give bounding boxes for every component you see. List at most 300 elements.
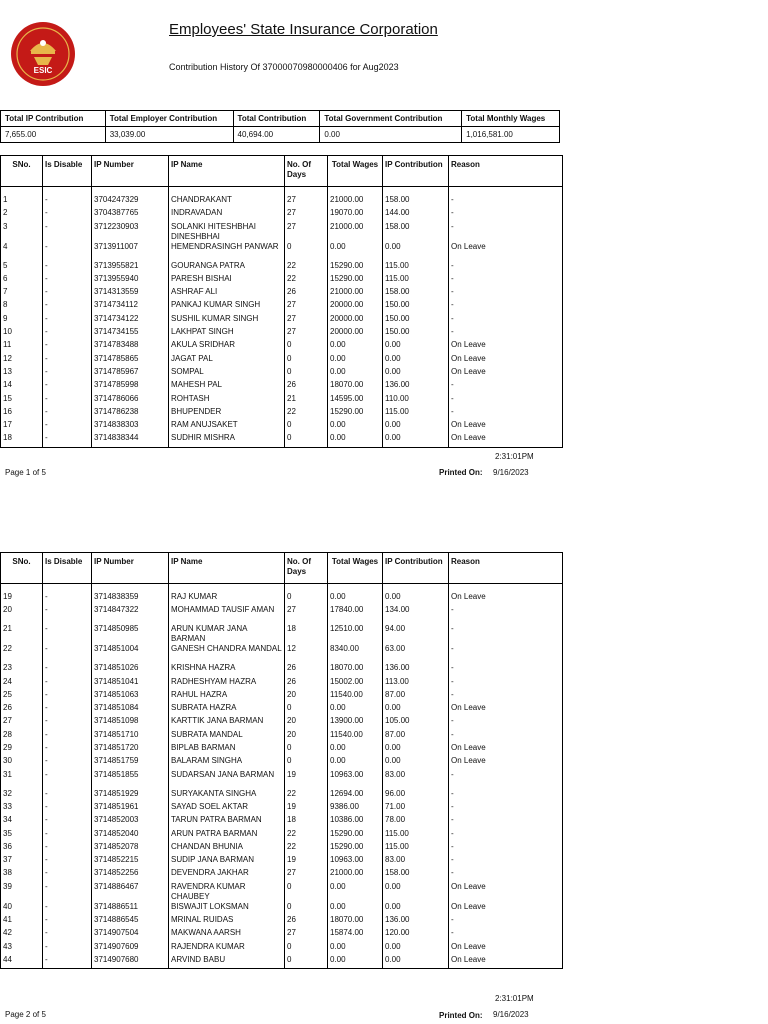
spacer-cell: [449, 584, 563, 593]
cell-ip-name: RADHESHYAM HAZRA: [169, 677, 285, 690]
cell-sno: 40: [1, 902, 43, 915]
cell-reason: On Leave: [449, 942, 563, 955]
table-row: [1, 394, 563, 407]
table-row: [1, 915, 563, 928]
summary-table: [0, 110, 560, 143]
cell-wages: 0.00: [328, 433, 383, 447]
cell-wages: 0.00: [328, 902, 383, 915]
cell-reason: On Leave: [449, 703, 563, 716]
column-header: Is Disable: [43, 156, 92, 187]
cell-ip-number: 3714851961: [92, 802, 169, 815]
summary-value-cell: 0.00: [320, 127, 462, 143]
cell-days: 20: [285, 716, 328, 729]
cell-ip-contribution: 0.00: [383, 420, 449, 433]
cell-reason: -: [449, 677, 563, 690]
cell-is-disable: -: [43, 842, 92, 855]
cell-days: 27: [285, 195, 328, 208]
cell-days: 26: [285, 287, 328, 300]
cell-ip-name: PARESH BISHAI: [169, 274, 285, 287]
cell-sno: 5: [1, 261, 43, 274]
cell-ip-number: 3714851098: [92, 716, 169, 729]
cell-days: 26: [285, 663, 328, 676]
cell-reason: -: [449, 690, 563, 703]
cell-is-disable: -: [43, 743, 92, 756]
table-row: [1, 274, 563, 287]
cell-ip-name: ARUN PATRA BARMAN: [169, 829, 285, 842]
cell-ip-name: SAYAD SOEL AKTAR: [169, 802, 285, 815]
cell-ip-number: 3714785967: [92, 367, 169, 380]
cell-reason: -: [449, 915, 563, 928]
printed-on-date: 9/16/2023: [493, 1010, 529, 1019]
cell-ip-name: HEMENDRASINGH PANWAR: [169, 242, 285, 261]
printed-on-label: Printed On:: [439, 468, 483, 477]
cell-wages: 18070.00: [328, 915, 383, 928]
cell-sno: 19: [1, 592, 43, 605]
cell-sno: 16: [1, 407, 43, 420]
cell-ip-name: MOHAMMAD TAUSIF AMAN: [169, 605, 285, 624]
cell-wages: 18070.00: [328, 663, 383, 676]
cell-reason: -: [449, 300, 563, 313]
cell-wages: 10963.00: [328, 855, 383, 868]
cell-ip-number: 3714852215: [92, 855, 169, 868]
cell-sno: 17: [1, 420, 43, 433]
cell-is-disable: -: [43, 433, 92, 447]
table-row: [1, 605, 563, 624]
cell-is-disable: -: [43, 222, 92, 242]
cell-ip-number: 3714734155: [92, 327, 169, 340]
cell-reason: On Leave: [449, 354, 563, 367]
cell-days: 19: [285, 802, 328, 815]
cell-is-disable: -: [43, 195, 92, 208]
cell-sno: 18: [1, 433, 43, 447]
cell-ip-name: ROHTASH: [169, 394, 285, 407]
cell-sno: 23: [1, 663, 43, 676]
cell-wages: 21000.00: [328, 287, 383, 300]
cell-reason: -: [449, 770, 563, 789]
cell-ip-contribution: 158.00: [383, 222, 449, 242]
spacer-cell: [43, 584, 92, 593]
cell-days: 20: [285, 690, 328, 703]
cell-sno: 8: [1, 300, 43, 313]
cell-sno: 12: [1, 354, 43, 367]
cell-is-disable: -: [43, 287, 92, 300]
cell-sno: 4: [1, 242, 43, 261]
cell-ip-contribution: 87.00: [383, 690, 449, 703]
cell-days: 27: [285, 208, 328, 221]
spacer-cell: [285, 584, 328, 593]
cell-sno: 39: [1, 882, 43, 902]
table-row: [1, 868, 563, 881]
cell-ip-name: BIPLAB BARMAN: [169, 743, 285, 756]
cell-ip-number: 3714851063: [92, 690, 169, 703]
cell-ip-number: 3714850985: [92, 624, 169, 644]
cell-ip-contribution: 94.00: [383, 624, 449, 644]
cell-sno: 32: [1, 789, 43, 802]
cell-is-disable: -: [43, 274, 92, 287]
cell-ip-contribution: 0.00: [383, 743, 449, 756]
cell-days: 0: [285, 367, 328, 380]
table-row: [1, 222, 563, 242]
cell-ip-number: 3704387765: [92, 208, 169, 221]
cell-wages: 15290.00: [328, 407, 383, 420]
spacer-cell: [1, 584, 43, 593]
cell-ip-name: PANKAJ KUMAR SINGH: [169, 300, 285, 313]
cell-reason: -: [449, 380, 563, 393]
cell-reason: -: [449, 274, 563, 287]
cell-days: 0: [285, 242, 328, 261]
cell-ip-contribution: 158.00: [383, 868, 449, 881]
cell-days: 22: [285, 261, 328, 274]
print-time: 2:31:01PM: [495, 994, 534, 1003]
spacer-cell: [328, 584, 383, 593]
summary-value-cell: 33,039.00: [105, 127, 233, 143]
cell-ip-name: RAJENDRA KUMAR: [169, 942, 285, 955]
table-row: [1, 195, 563, 208]
table-row: [1, 592, 563, 605]
cell-reason: On Leave: [449, 955, 563, 969]
cell-is-disable: -: [43, 928, 92, 941]
cell-ip-contribution: 120.00: [383, 928, 449, 941]
cell-reason: On Leave: [449, 902, 563, 915]
table-header-row: [1, 156, 563, 187]
cell-days: 0: [285, 592, 328, 605]
cell-reason: On Leave: [449, 433, 563, 447]
column-header: Reason: [449, 156, 563, 187]
column-header: Total Wages: [328, 156, 383, 187]
cell-is-disable: -: [43, 902, 92, 915]
table-row: [1, 829, 563, 842]
cell-sno: 43: [1, 942, 43, 955]
cell-reason: -: [449, 314, 563, 327]
cell-ip-name: SUDIP JANA BARMAN: [169, 855, 285, 868]
cell-sno: 28: [1, 730, 43, 743]
cell-is-disable: -: [43, 955, 92, 969]
cell-ip-name: RAHUL HAZRA: [169, 690, 285, 703]
cell-ip-number: 3713955940: [92, 274, 169, 287]
cell-ip-contribution: 0.00: [383, 955, 449, 969]
spacer-cell: [383, 187, 449, 196]
cell-wages: 0.00: [328, 242, 383, 261]
cell-ip-name: JAGAT PAL: [169, 354, 285, 367]
table-row: [1, 842, 563, 855]
cell-days: 26: [285, 380, 328, 393]
cell-is-disable: -: [43, 300, 92, 313]
cell-is-disable: -: [43, 690, 92, 703]
cell-ip-number: 3714886511: [92, 902, 169, 915]
cell-ip-name: SUDHIR MISHRA: [169, 433, 285, 447]
table-row: [1, 902, 563, 915]
cell-sno: 27: [1, 716, 43, 729]
cell-reason: On Leave: [449, 367, 563, 380]
cell-sno: 41: [1, 915, 43, 928]
cell-reason: -: [449, 605, 563, 624]
page-title: Employees' State Insurance Corporation: [169, 21, 438, 38]
cell-wages: 0.00: [328, 340, 383, 353]
cell-wages: 15290.00: [328, 261, 383, 274]
summary-header-row: [1, 111, 560, 127]
esic-logo: [10, 21, 76, 87]
cell-ip-name: SURYAKANTA SINGHA: [169, 789, 285, 802]
cell-ip-name: SUDARSAN JANA BARMAN: [169, 770, 285, 789]
spacer-cell: [43, 187, 92, 196]
table-row: [1, 815, 563, 828]
table-row: [1, 261, 563, 274]
cell-reason: On Leave: [449, 882, 563, 902]
cell-ip-number: 3714852040: [92, 829, 169, 842]
cell-days: 27: [285, 314, 328, 327]
cell-reason: -: [449, 327, 563, 340]
cell-wages: 10386.00: [328, 815, 383, 828]
table-row: [1, 770, 563, 789]
table-row: [1, 367, 563, 380]
cell-ip-name: GANESH CHANDRA MANDAL: [169, 644, 285, 663]
column-header: Is Disable: [43, 553, 92, 584]
cell-ip-name: ARVIND BABU: [169, 955, 285, 969]
spacer-cell: [169, 187, 285, 196]
cell-ip-number: 3714852003: [92, 815, 169, 828]
cell-ip-contribution: 115.00: [383, 829, 449, 842]
cell-sno: 37: [1, 855, 43, 868]
table-row: [1, 703, 563, 716]
cell-days: 22: [285, 829, 328, 842]
table-row: [1, 756, 563, 769]
cell-reason: -: [449, 208, 563, 221]
cell-ip-number: 3714886545: [92, 915, 169, 928]
cell-sno: 3: [1, 222, 43, 242]
column-header: IP Contribution: [383, 553, 449, 584]
cell-ip-number: 3714838303: [92, 420, 169, 433]
cell-days: 0: [285, 420, 328, 433]
cell-reason: -: [449, 928, 563, 941]
cell-sno: 26: [1, 703, 43, 716]
cell-ip-contribution: 144.00: [383, 208, 449, 221]
cell-wages: 17840.00: [328, 605, 383, 624]
cell-ip-contribution: 150.00: [383, 327, 449, 340]
summary-value-cell: 7,655.00: [1, 127, 106, 143]
column-header: Total Wages: [328, 553, 383, 584]
cell-sno: 10: [1, 327, 43, 340]
cell-is-disable: -: [43, 677, 92, 690]
spacer-cell: [449, 187, 563, 196]
cell-is-disable: -: [43, 314, 92, 327]
cell-ip-number: 3714851026: [92, 663, 169, 676]
cell-days: 0: [285, 756, 328, 769]
cell-wages: 0.00: [328, 882, 383, 902]
cell-is-disable: -: [43, 756, 92, 769]
cell-ip-number: 3712230903: [92, 222, 169, 242]
cell-is-disable: -: [43, 868, 92, 881]
cell-days: 22: [285, 842, 328, 855]
cell-days: 0: [285, 882, 328, 902]
column-header: IP Name: [169, 553, 285, 584]
cell-sno: 7: [1, 287, 43, 300]
cell-days: 27: [285, 222, 328, 242]
cell-ip-name: CHANDRAKANT: [169, 195, 285, 208]
cell-ip-contribution: 0.00: [383, 756, 449, 769]
cell-days: 18: [285, 624, 328, 644]
cell-wages: 15290.00: [328, 842, 383, 855]
cell-ip-contribution: 0.00: [383, 433, 449, 447]
cell-sno: 44: [1, 955, 43, 969]
summary-value-row: [1, 127, 560, 143]
cell-reason: -: [449, 287, 563, 300]
table-row: [1, 928, 563, 941]
cell-ip-name: MAHESH PAL: [169, 380, 285, 393]
cell-sno: 31: [1, 770, 43, 789]
table-row: [1, 789, 563, 802]
cell-days: 0: [285, 902, 328, 915]
cell-sno: 24: [1, 677, 43, 690]
table-row: [1, 855, 563, 868]
cell-sno: 35: [1, 829, 43, 842]
cell-wages: 15874.00: [328, 928, 383, 941]
cell-ip-contribution: 113.00: [383, 677, 449, 690]
cell-days: 26: [285, 677, 328, 690]
table-row: [1, 677, 563, 690]
cell-ip-number: 3714907609: [92, 942, 169, 955]
cell-wages: 21000.00: [328, 222, 383, 242]
cell-wages: 12694.00: [328, 789, 383, 802]
cell-days: 20: [285, 730, 328, 743]
cell-is-disable: -: [43, 802, 92, 815]
cell-days: 27: [285, 327, 328, 340]
cell-is-disable: -: [43, 855, 92, 868]
contribution-table-page-1: [0, 155, 563, 448]
cell-ip-number: 3714313559: [92, 287, 169, 300]
cell-wages: 0.00: [328, 354, 383, 367]
cell-wages: 0.00: [328, 942, 383, 955]
cell-days: 27: [285, 605, 328, 624]
cell-ip-number: 3714907504: [92, 928, 169, 941]
cell-days: 22: [285, 274, 328, 287]
table-row: [1, 314, 563, 327]
summary-header-cell: Total Government Contribution: [320, 111, 462, 127]
cell-ip-name: BALARAM SINGHA: [169, 756, 285, 769]
cell-wages: 10963.00: [328, 770, 383, 789]
cell-sno: 15: [1, 394, 43, 407]
cell-wages: 13900.00: [328, 716, 383, 729]
table-row: [1, 242, 563, 261]
cell-is-disable: -: [43, 261, 92, 274]
cell-ip-contribution: 0.00: [383, 354, 449, 367]
spacer-cell: [285, 187, 328, 196]
cell-ip-name: SUBRATA HAZRA: [169, 703, 285, 716]
table-row: [1, 420, 563, 433]
cell-reason: -: [449, 789, 563, 802]
table-header-row: [1, 553, 563, 584]
cell-days: 27: [285, 300, 328, 313]
table-row: [1, 690, 563, 703]
column-header: Reason: [449, 553, 563, 584]
cell-is-disable: -: [43, 327, 92, 340]
cell-wages: 15290.00: [328, 274, 383, 287]
cell-ip-number: 3714786238: [92, 407, 169, 420]
cell-ip-number: 3714847322: [92, 605, 169, 624]
table-row: [1, 730, 563, 743]
spacer-cell: [328, 187, 383, 196]
cell-ip-number: 3714838344: [92, 433, 169, 447]
cell-ip-contribution: 115.00: [383, 407, 449, 420]
cell-is-disable: -: [43, 644, 92, 663]
cell-ip-number: 3714886467: [92, 882, 169, 902]
cell-sno: 20: [1, 605, 43, 624]
cell-is-disable: -: [43, 770, 92, 789]
cell-reason: -: [449, 195, 563, 208]
cell-reason: -: [449, 644, 563, 663]
cell-wages: 0.00: [328, 592, 383, 605]
cell-ip-contribution: 87.00: [383, 730, 449, 743]
cell-is-disable: -: [43, 367, 92, 380]
cell-ip-name: KRISHNA HAZRA: [169, 663, 285, 676]
cell-ip-contribution: 105.00: [383, 716, 449, 729]
cell-ip-contribution: 0.00: [383, 882, 449, 902]
cell-days: 19: [285, 770, 328, 789]
cell-wages: 19070.00: [328, 208, 383, 221]
cell-ip-contribution: 115.00: [383, 261, 449, 274]
cell-ip-number: 3714734112: [92, 300, 169, 313]
cell-ip-contribution: 0.00: [383, 242, 449, 261]
cell-wages: 20000.00: [328, 314, 383, 327]
cell-reason: On Leave: [449, 340, 563, 353]
cell-days: 22: [285, 789, 328, 802]
cell-ip-number: 3713955821: [92, 261, 169, 274]
cell-days: 12: [285, 644, 328, 663]
cell-ip-name: RAM ANUJSAKET: [169, 420, 285, 433]
cell-wages: 21000.00: [328, 195, 383, 208]
cell-wages: 15290.00: [328, 829, 383, 842]
table-row: [1, 644, 563, 663]
cell-wages: 20000.00: [328, 300, 383, 313]
cell-ip-contribution: 150.00: [383, 314, 449, 327]
cell-wages: 14595.00: [328, 394, 383, 407]
cell-reason: On Leave: [449, 420, 563, 433]
cell-ip-contribution: 0.00: [383, 340, 449, 353]
cell-ip-number: 3713911007: [92, 242, 169, 261]
cell-reason: On Leave: [449, 242, 563, 261]
column-header: SNo.: [1, 156, 43, 187]
cell-reason: -: [449, 716, 563, 729]
cell-reason: -: [449, 261, 563, 274]
cell-ip-contribution: 96.00: [383, 789, 449, 802]
cell-ip-name: DEVENDRA JAKHAR: [169, 868, 285, 881]
printed-on-label: Printed On:: [439, 1011, 483, 1020]
cell-is-disable: -: [43, 942, 92, 955]
page-number: Page 2 of 5: [5, 1010, 46, 1019]
cell-ip-name: BHUPENDER: [169, 407, 285, 420]
cell-ip-number: 3714785865: [92, 354, 169, 367]
cell-wages: 20000.00: [328, 327, 383, 340]
table-row: [1, 663, 563, 676]
cell-ip-contribution: 136.00: [383, 663, 449, 676]
cell-days: 0: [285, 743, 328, 756]
cell-ip-contribution: 158.00: [383, 195, 449, 208]
cell-wages: 12510.00: [328, 624, 383, 644]
spacer-cell: [383, 584, 449, 593]
column-header: No. Of Days: [285, 553, 328, 584]
cell-days: 27: [285, 868, 328, 881]
summary-header-cell: Total Employer Contribution: [105, 111, 233, 127]
printed-on-date: 9/16/2023: [493, 468, 529, 477]
cell-sno: 38: [1, 868, 43, 881]
cell-ip-number: 3714907680: [92, 955, 169, 969]
summary-header-cell: Total Contribution: [233, 111, 320, 127]
table-row: [1, 380, 563, 393]
spacer-cell: [169, 584, 285, 593]
cell-ip-name: CHANDAN BHUNIA: [169, 842, 285, 855]
cell-is-disable: -: [43, 354, 92, 367]
summary-value-cell: 1,016,581.00: [462, 127, 560, 143]
column-header: IP Number: [92, 553, 169, 584]
